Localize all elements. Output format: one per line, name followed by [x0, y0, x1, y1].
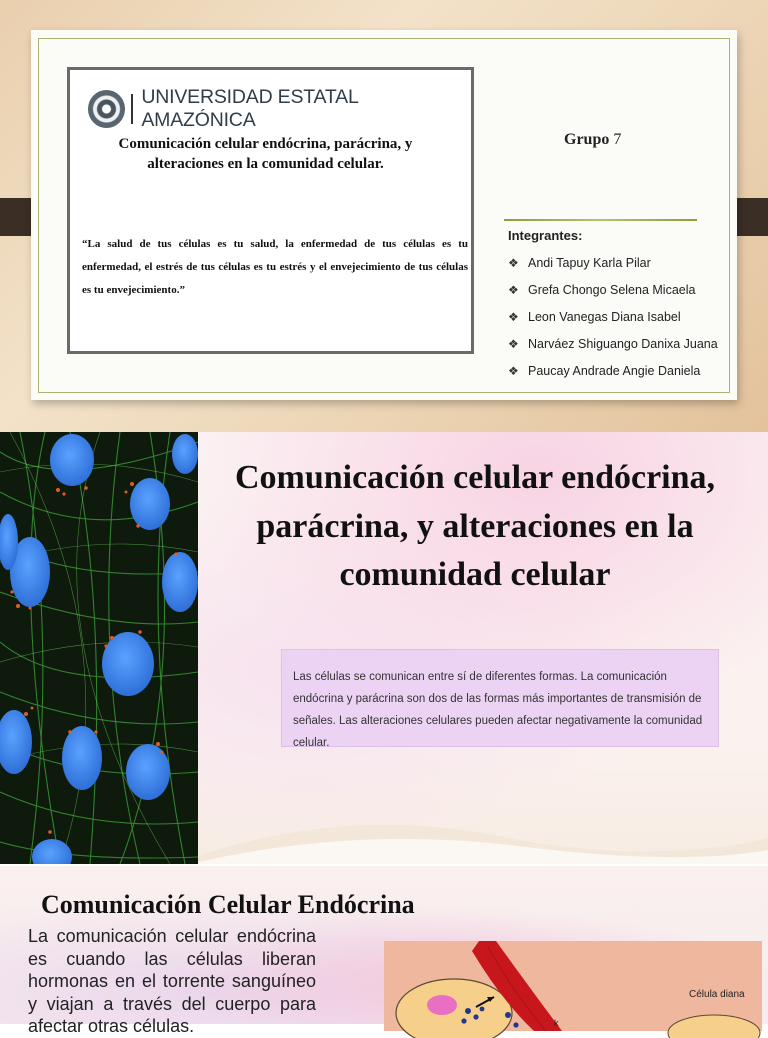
list-item [508, 330, 718, 357]
intro-summary-box: Las células se comunican entre sí de diferentes formas. La comunicación endócrina y parácrina son dos de las formas más importantes de transmisión de señales. Las alteraciones celulares pueden afectar negativamente la comunidad celular. [281, 649, 719, 747]
logo-separator [131, 94, 133, 124]
member-name: Paucay Andrade Angie Daniela [528, 363, 701, 378]
cell-microscopy-image [0, 432, 198, 864]
diamond-bullet-icon: ❖ [508, 309, 519, 324]
slide-title [0, 0, 768, 432]
title-paper [31, 30, 737, 400]
cover-card [67, 67, 474, 354]
members-divider [504, 219, 697, 221]
list-item [508, 357, 718, 384]
members-heading: Integrantes: [508, 228, 583, 243]
member-name: Leon Vanegas Diana Isabel [528, 309, 681, 324]
list-item [508, 304, 718, 331]
diamond-bullet-icon: ❖ [508, 336, 519, 351]
diamond-bullet-icon: ❖ [508, 283, 519, 298]
cover-title: Comunicación celular endócrina, parácrina, y alteraciones en la comunidad celular. [118, 136, 413, 172]
group-label [564, 131, 621, 149]
diamond-bullet-icon: ❖ [508, 256, 519, 271]
svg-text:k: k [554, 1018, 559, 1028]
target-cell [668, 1015, 760, 1038]
university-seal-icon [88, 90, 125, 128]
slide-endocrine [0, 864, 768, 1036]
target-cell-label: Célula diana [689, 989, 745, 1000]
intro-title: Comunicación celular endócrina, parácrina, y alteraciones en la comunidad celular [234, 459, 716, 593]
nucleus-shape [427, 995, 457, 1015]
group-word: Grupo [564, 131, 610, 148]
cover-quote: “La salud de tus células es tu salud, la enfermedad de tus células es tu enfermedad, el estrés de tus células es tu estrés y el envejecimiento de tus células es tu envejecimiento.” [82, 238, 468, 296]
decorative-wave [198, 816, 768, 864]
university-logo [88, 86, 471, 132]
member-name: Grefa Chongo Selena Micaela [528, 283, 696, 298]
endocrine-title: Comunicación Celular Endócrina [41, 890, 415, 919]
slide-introduction [0, 432, 768, 864]
diamond-bullet-icon: ❖ [508, 363, 519, 378]
university-name: UNIVERSIDAD ESTATAL AMAZÓNICA [141, 86, 358, 131]
list-item [508, 277, 718, 304]
group-number: 7 [613, 131, 622, 148]
endocrine-diagram-illustration [384, 941, 762, 1031]
member-name: Narváez Shiguango Danixa Juana [528, 336, 718, 351]
slide-separator [0, 864, 768, 866]
endocrine-diagram [384, 941, 762, 1031]
members-list [508, 250, 718, 384]
endocrine-description: La comunicación celular endócrina es cuando las células liberan hormonas en el torrente sanguíneo y viajan a través del cuerpo para afectar otras células. [28, 926, 316, 1036]
member-name: Andi Tapuy Karla Pilar [528, 256, 651, 271]
list-item [508, 250, 718, 277]
